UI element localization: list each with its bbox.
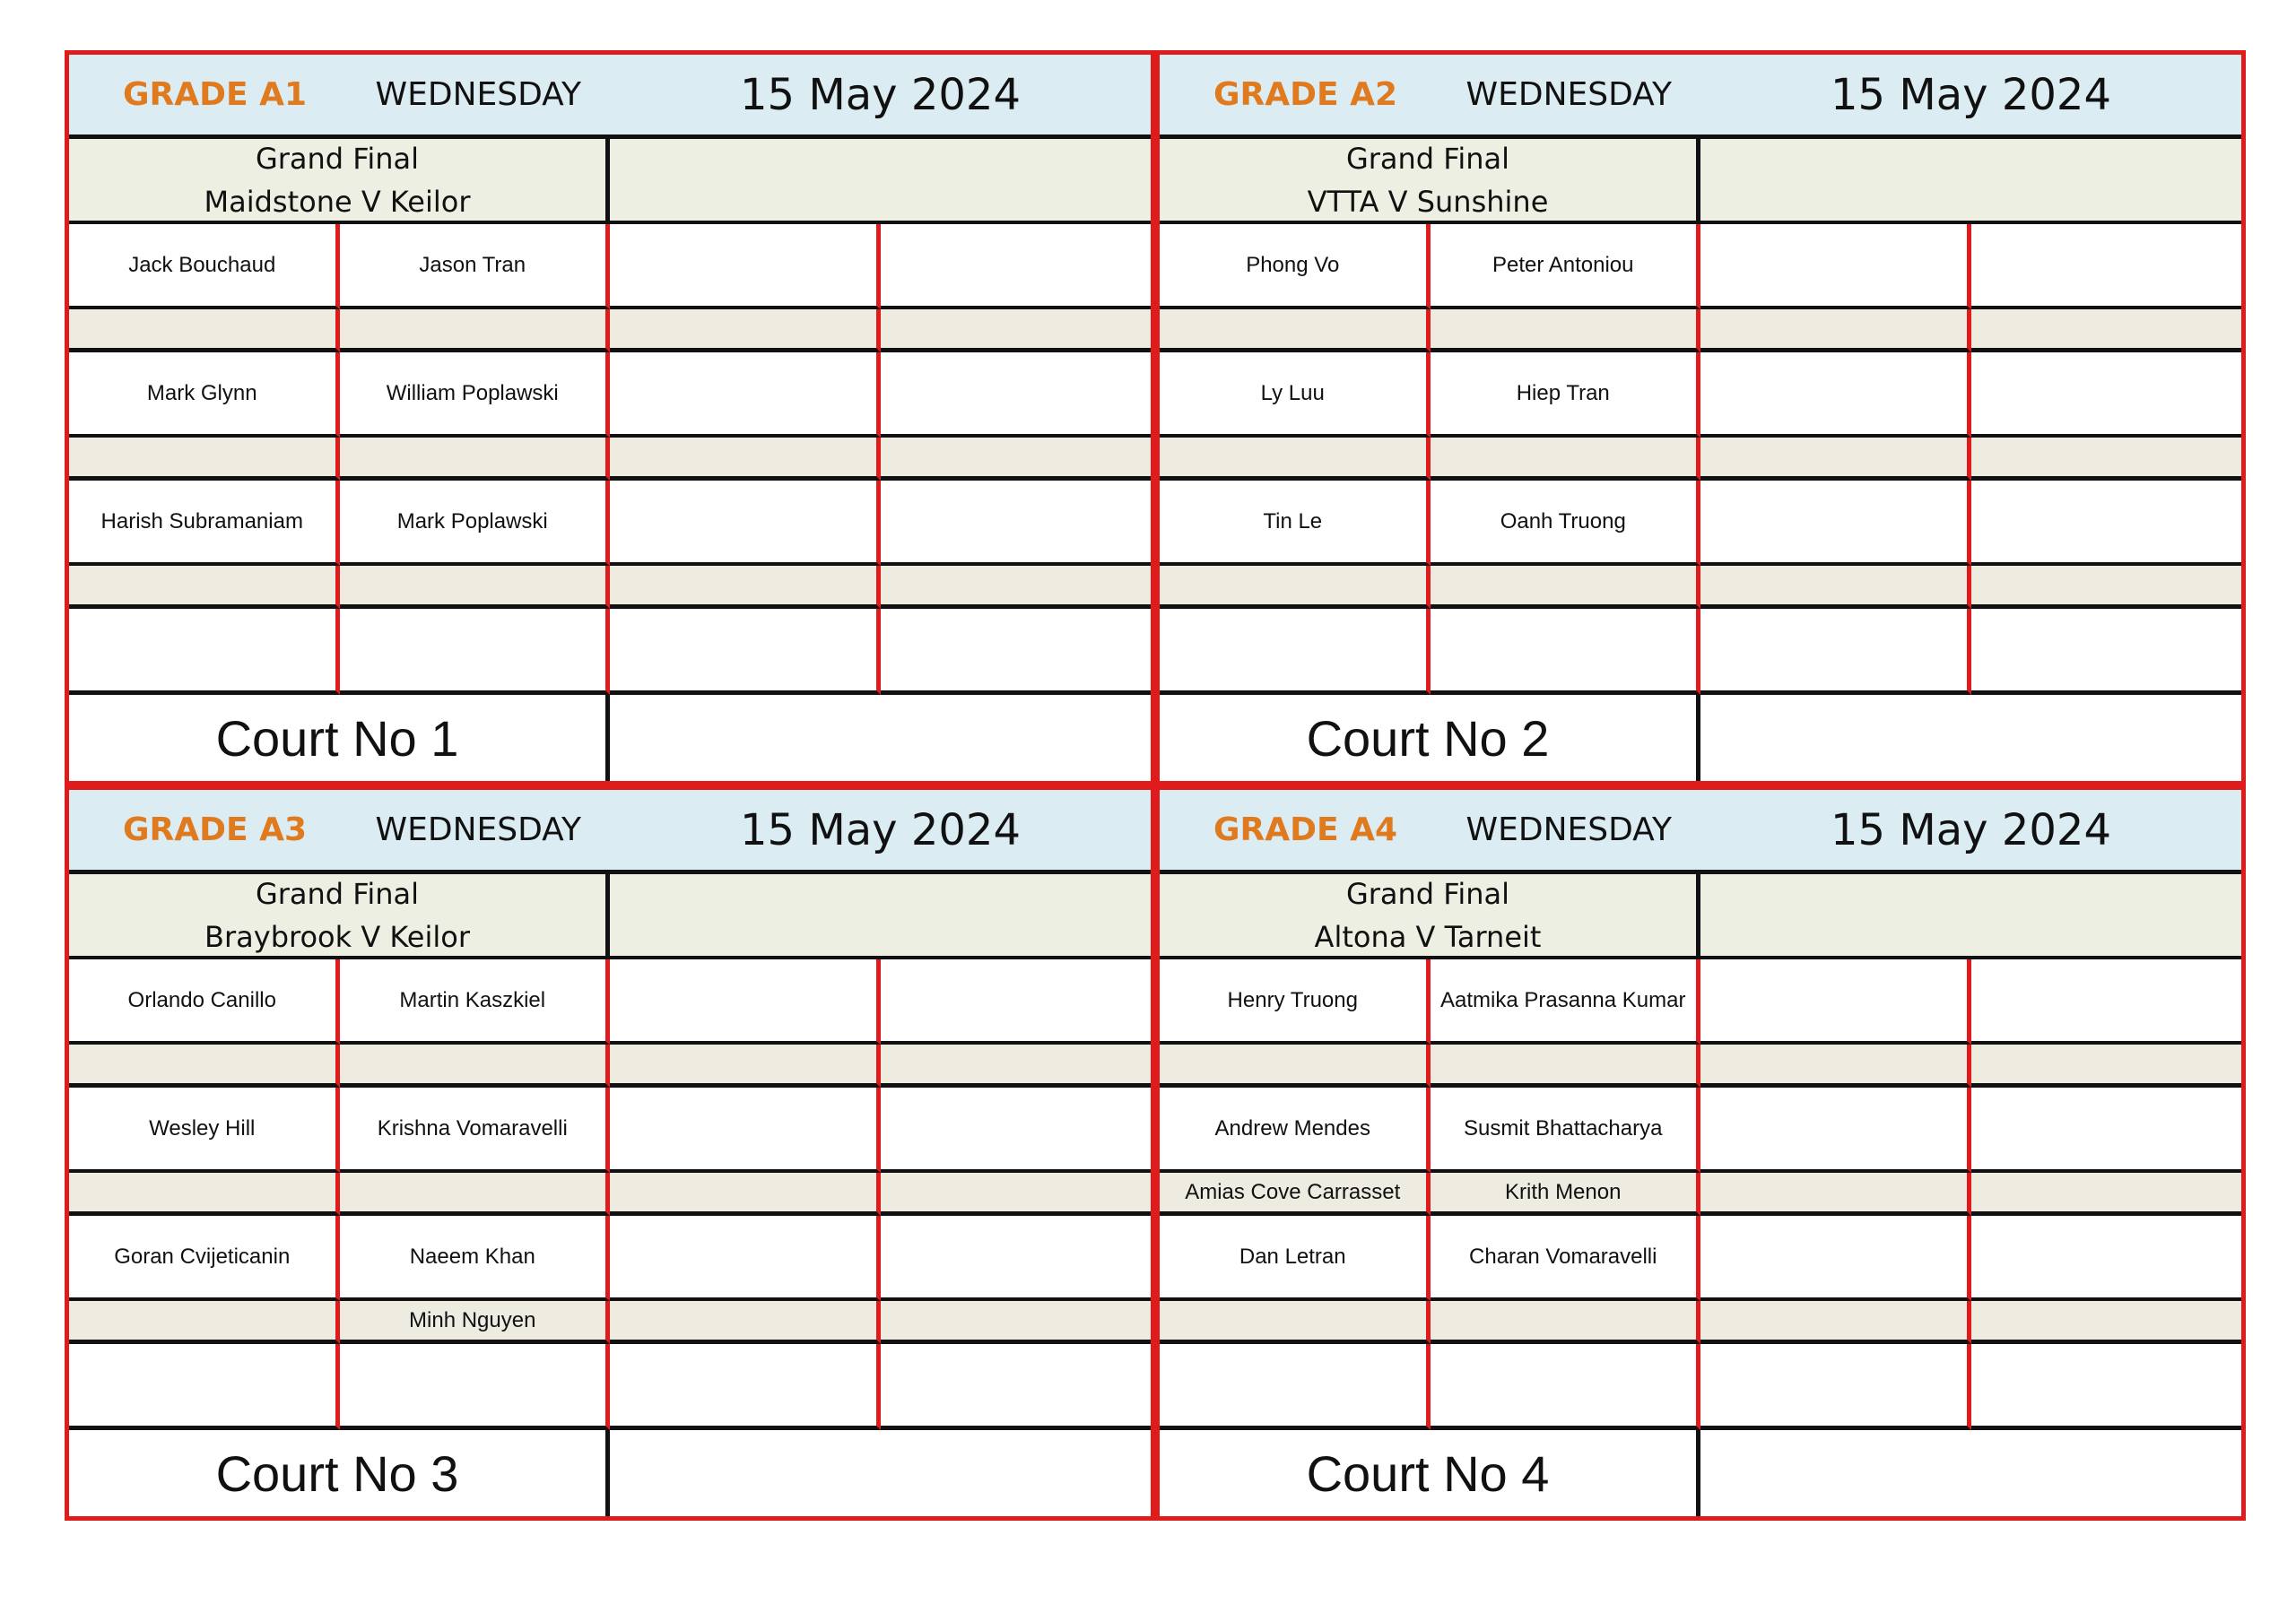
date-label: 15 May 2024 [610, 790, 1151, 874]
sub-score [1700, 1301, 1971, 1344]
sub-right [340, 1173, 611, 1216]
match-blank [1700, 139, 2241, 224]
court-blank [1700, 695, 2241, 781]
grade-label: GRADE A4 [1160, 790, 1431, 874]
court-label: Court No 1 [69, 695, 610, 781]
match-title: Grand Final [1345, 876, 1510, 911]
sub-left [69, 438, 340, 481]
sub-score [1700, 438, 1971, 481]
score-cell [881, 959, 1152, 1045]
day-label: WEDNESDAY [1431, 55, 1701, 139]
player-right: Krishna Vomaravelli [340, 1088, 611, 1173]
sub-score [610, 438, 881, 481]
sub-left [1160, 566, 1431, 609]
score-cell [1971, 481, 2242, 566]
sub-score [1971, 1045, 2242, 1088]
sub-right [1431, 438, 1701, 481]
player-right: Martin Kaszkiel [340, 959, 611, 1045]
grade-label: GRADE A1 [69, 55, 340, 139]
score-cell [1700, 959, 1971, 1045]
match-info [1160, 874, 1700, 959]
player-left [1160, 1344, 1431, 1430]
score-cell [881, 352, 1152, 438]
player-right: Mark Poplawski [340, 481, 611, 566]
player-left: Wesley Hill [69, 1088, 340, 1173]
score-cell [1700, 1344, 1971, 1430]
player-left: Ly Luu [1160, 352, 1431, 438]
score-cell [1700, 481, 1971, 566]
player-left [1160, 609, 1431, 695]
sub-score [1971, 1301, 2242, 1344]
match-teams: Braybrook V Keilor [204, 919, 470, 954]
match-title: Grand Final [1345, 141, 1510, 176]
sub-score [881, 309, 1152, 352]
player-right: Aatmika Prasanna Kumar [1431, 959, 1701, 1045]
player-left: Tin Le [1160, 481, 1431, 566]
sub-score [881, 1301, 1152, 1344]
sub-right [1431, 1301, 1701, 1344]
score-cell [881, 1344, 1152, 1430]
score-cell [1971, 609, 2242, 695]
player-right: William Poplawski [340, 352, 611, 438]
player-right: Oanh Truong [1431, 481, 1701, 566]
player-left: Phong Vo [1160, 224, 1431, 309]
sub-score [1971, 1173, 2242, 1216]
score-cell [881, 224, 1152, 309]
sub-score [1971, 438, 2242, 481]
match-teams: Maidstone V Keilor [204, 184, 471, 219]
date-label: 15 May 2024 [1700, 55, 2241, 139]
score-cell [1971, 224, 2242, 309]
court-block-2 [1155, 50, 2246, 785]
sub-right [340, 438, 611, 481]
court-blank [610, 695, 1151, 781]
grade-label: GRADE A3 [69, 790, 340, 874]
player-left: Henry Truong [1160, 959, 1431, 1045]
player-left: Orlando Canillo [69, 959, 340, 1045]
score-cell [881, 609, 1152, 695]
player-right [340, 1344, 611, 1430]
sub-right [1431, 309, 1701, 352]
sub-left [1160, 309, 1431, 352]
sub-right [340, 309, 611, 352]
match-info [69, 874, 610, 959]
player-right: Charan Vomaravelli [1431, 1216, 1701, 1301]
match-info [1160, 139, 1700, 224]
score-cell [1971, 1344, 2242, 1430]
sub-right [340, 1045, 611, 1088]
player-right: Peter Antoniou [1431, 224, 1701, 309]
date-label: 15 May 2024 [610, 55, 1151, 139]
court-block-4 [1155, 785, 2246, 1521]
sub-score [1700, 1045, 1971, 1088]
score-cell [1971, 352, 2242, 438]
sub-left [1160, 438, 1431, 481]
court-label: Court No 3 [69, 1430, 610, 1516]
sub-left [69, 1301, 340, 1344]
score-cell [610, 224, 881, 309]
score-cell [1971, 1088, 2242, 1173]
score-cell [1971, 959, 2242, 1045]
sub-score [881, 438, 1152, 481]
player-left: Dan Letran [1160, 1216, 1431, 1301]
day-label: WEDNESDAY [340, 55, 611, 139]
day-label: WEDNESDAY [340, 790, 611, 874]
sub-score [881, 566, 1152, 609]
player-right [340, 609, 611, 695]
match-blank [610, 139, 1151, 224]
match-teams: VTTA V Sunshine [1307, 184, 1549, 219]
sub-score [1971, 309, 2242, 352]
sub-score [610, 1173, 881, 1216]
sub-score [610, 309, 881, 352]
match-teams: Altona V Tarneit [1314, 919, 1542, 954]
score-cell [610, 1216, 881, 1301]
match-blank [610, 874, 1151, 959]
player-left: Goran Cvijeticanin [69, 1216, 340, 1301]
sub-left [1160, 1301, 1431, 1344]
sub-left [1160, 1045, 1431, 1088]
sub-score [610, 566, 881, 609]
player-right: Jason Tran [340, 224, 611, 309]
player-right: Naeem Khan [340, 1216, 611, 1301]
match-title: Grand Final [255, 141, 420, 176]
sub-left [69, 309, 340, 352]
court-blank [1700, 1430, 2241, 1516]
player-left [69, 609, 340, 695]
match-info [69, 139, 610, 224]
player-left: Jack Bouchaud [69, 224, 340, 309]
player-right: Hiep Tran [1431, 352, 1701, 438]
match-blank [1700, 874, 2241, 959]
score-cell [1971, 1216, 2242, 1301]
court-block-1 [65, 50, 1155, 785]
player-left: Andrew Mendes [1160, 1088, 1431, 1173]
score-cell [1700, 1216, 1971, 1301]
sub-score [610, 1301, 881, 1344]
sub-left [69, 566, 340, 609]
score-cell [610, 959, 881, 1045]
court-blank [610, 1430, 1151, 1516]
court-label: Court No 4 [1160, 1430, 1700, 1516]
score-cell [1700, 609, 1971, 695]
score-cell [610, 1088, 881, 1173]
sub-left [69, 1045, 340, 1088]
score-cell [610, 1344, 881, 1430]
court-sheet-grid [65, 50, 2246, 1521]
grade-label: GRADE A2 [1160, 55, 1431, 139]
sub-right [1431, 566, 1701, 609]
sub-right: Krith Menon [1431, 1173, 1701, 1216]
sub-right [340, 566, 611, 609]
sub-score [881, 1173, 1152, 1216]
player-right [1431, 609, 1701, 695]
score-cell [1700, 1088, 1971, 1173]
sub-left: Amias Cove Carrasset [1160, 1173, 1431, 1216]
sub-right: Minh Nguyen [340, 1301, 611, 1344]
court-label: Court No 2 [1160, 695, 1700, 781]
score-cell [1700, 352, 1971, 438]
sub-left [69, 1173, 340, 1216]
sub-score [610, 1045, 881, 1088]
score-cell [1700, 224, 1971, 309]
sub-score [881, 1045, 1152, 1088]
player-left: Harish Subramaniam [69, 481, 340, 566]
score-cell [610, 352, 881, 438]
court-block-3 [65, 785, 1155, 1521]
score-cell [881, 1216, 1152, 1301]
sub-score [1700, 1173, 1971, 1216]
score-cell [610, 609, 881, 695]
player-right [1431, 1344, 1701, 1430]
match-title: Grand Final [255, 876, 420, 911]
sub-score [1700, 566, 1971, 609]
sub-score [1700, 309, 1971, 352]
day-label: WEDNESDAY [1431, 790, 1701, 874]
score-cell [881, 481, 1152, 566]
sub-right [1431, 1045, 1701, 1088]
score-cell [610, 481, 881, 566]
date-label: 15 May 2024 [1700, 790, 2241, 874]
player-left: Mark Glynn [69, 352, 340, 438]
player-left [69, 1344, 340, 1430]
score-cell [881, 1088, 1152, 1173]
sub-score [1971, 566, 2242, 609]
player-right: Susmit Bhattacharya [1431, 1088, 1701, 1173]
